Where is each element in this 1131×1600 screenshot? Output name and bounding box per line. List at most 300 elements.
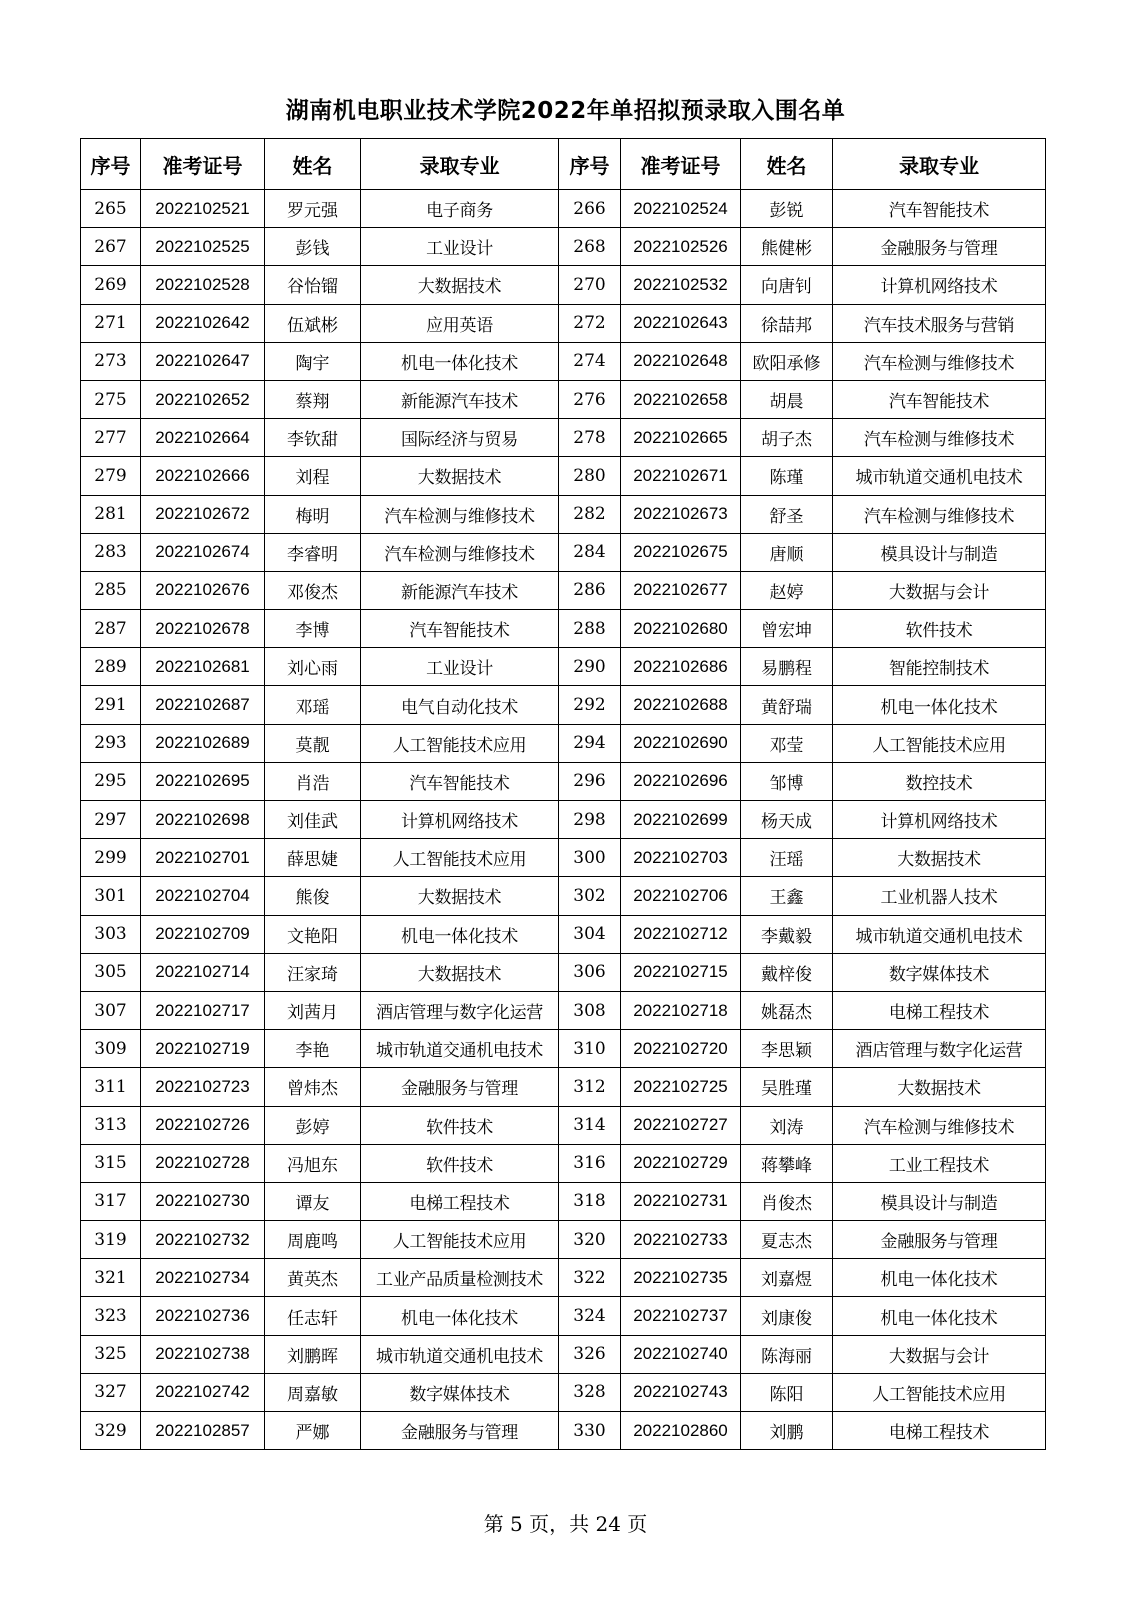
exam-number-cell: 2022102735 — [621, 1259, 741, 1297]
name-cell: 赵婷 — [741, 571, 833, 609]
name-cell: 汪瑶 — [741, 839, 833, 877]
exam-number-cell: 2022102652 — [141, 380, 265, 418]
major-cell: 金融服务与管理 — [361, 1412, 559, 1450]
name-cell: 李艳 — [265, 1030, 361, 1068]
name-cell: 陈海丽 — [741, 1335, 833, 1373]
seq-cell: 318 — [559, 1182, 621, 1220]
name-cell: 李戴毅 — [741, 915, 833, 953]
exam-number-cell: 2022102658 — [621, 380, 741, 418]
table-row — [81, 342, 1046, 380]
major-cell: 国际经济与贸易 — [361, 419, 559, 457]
exam-number-cell: 2022102718 — [621, 991, 741, 1029]
major-cell: 机电一体化技术 — [361, 1297, 559, 1335]
exam-number-cell: 2022102672 — [141, 495, 265, 533]
major-cell: 大数据技术 — [361, 457, 559, 495]
exam-number-cell: 2022102728 — [141, 1144, 265, 1182]
exam-number-cell: 2022102737 — [621, 1297, 741, 1335]
seq-cell: 295 — [81, 762, 141, 800]
name-cell: 熊俊 — [265, 877, 361, 915]
exam-number-cell: 2022102699 — [621, 801, 741, 839]
name-cell: 欧阳承修 — [741, 342, 833, 380]
exam-number-cell: 2022102732 — [141, 1221, 265, 1259]
exam-number-cell: 2022102671 — [621, 457, 741, 495]
name-cell: 曾炜杰 — [265, 1068, 361, 1106]
major-cell: 新能源汽车技术 — [361, 571, 559, 609]
seq-cell: 290 — [559, 648, 621, 686]
name-cell: 罗元强 — [265, 190, 361, 228]
seq-cell: 274 — [559, 342, 621, 380]
name-cell: 伍斌彬 — [265, 304, 361, 342]
exam-number-cell: 2022102528 — [141, 266, 265, 304]
major-cell: 汽车检测与维修技术 — [833, 342, 1046, 380]
header-exam-number: 准考证号 — [621, 139, 741, 190]
table-row — [81, 190, 1046, 228]
major-cell: 金融服务与管理 — [833, 228, 1046, 266]
exam-number-cell: 2022102695 — [141, 762, 265, 800]
exam-number-cell: 2022102673 — [621, 495, 741, 533]
table-row — [81, 1259, 1046, 1297]
name-cell: 刘茜月 — [265, 991, 361, 1029]
exam-number-cell: 2022102689 — [141, 724, 265, 762]
exam-number-cell: 2022102521 — [141, 190, 265, 228]
header-seq: 序号 — [81, 139, 141, 190]
table-row — [81, 1144, 1046, 1182]
seq-cell: 294 — [559, 724, 621, 762]
name-cell: 陈瑾 — [741, 457, 833, 495]
exam-number-cell: 2022102730 — [141, 1182, 265, 1220]
major-cell: 工业机器人技术 — [833, 877, 1046, 915]
name-cell: 刘鹏 — [741, 1412, 833, 1450]
major-cell: 电气自动化技术 — [361, 686, 559, 724]
table-row — [81, 266, 1046, 304]
name-cell: 李思颖 — [741, 1030, 833, 1068]
name-cell: 汪家琦 — [265, 953, 361, 991]
exam-number-cell: 2022102676 — [141, 571, 265, 609]
exam-number-cell: 2022102701 — [141, 839, 265, 877]
seq-cell: 304 — [559, 915, 621, 953]
exam-number-cell: 2022102648 — [621, 342, 741, 380]
seq-cell: 302 — [559, 877, 621, 915]
exam-number-cell: 2022102524 — [621, 190, 741, 228]
major-cell: 大数据技术 — [833, 839, 1046, 877]
name-cell: 戴梓俊 — [741, 953, 833, 991]
admission-table — [80, 138, 1046, 1450]
exam-number-cell: 2022102675 — [621, 533, 741, 571]
name-cell: 舒圣 — [741, 495, 833, 533]
header-name: 姓名 — [265, 139, 361, 190]
seq-cell: 312 — [559, 1068, 621, 1106]
name-cell: 邓莹 — [741, 724, 833, 762]
major-cell: 人工智能技术应用 — [833, 1373, 1046, 1411]
seq-cell: 284 — [559, 533, 621, 571]
table-row — [81, 571, 1046, 609]
major-cell: 机电一体化技术 — [361, 915, 559, 953]
seq-cell: 266 — [559, 190, 621, 228]
name-cell: 彭锐 — [741, 190, 833, 228]
name-cell: 刘程 — [265, 457, 361, 495]
exam-number-cell: 2022102720 — [621, 1030, 741, 1068]
seq-cell: 272 — [559, 304, 621, 342]
name-cell: 胡子杰 — [741, 419, 833, 457]
exam-number-cell: 2022102525 — [141, 228, 265, 266]
exam-number-cell: 2022102738 — [141, 1335, 265, 1373]
major-cell: 工业产品质量检测技术 — [361, 1259, 559, 1297]
name-cell: 邓瑶 — [265, 686, 361, 724]
seq-cell: 315 — [81, 1144, 141, 1182]
seq-cell: 267 — [81, 228, 141, 266]
major-cell: 机电一体化技术 — [361, 342, 559, 380]
name-cell: 李钦甜 — [265, 419, 361, 457]
seq-cell: 273 — [81, 342, 141, 380]
name-cell: 周鹿鸣 — [265, 1221, 361, 1259]
major-cell: 汽车检测与维修技术 — [361, 495, 559, 533]
major-cell: 大数据与会计 — [833, 571, 1046, 609]
table-row — [81, 1030, 1046, 1068]
seq-cell: 325 — [81, 1335, 141, 1373]
exam-number-cell: 2022102719 — [141, 1030, 265, 1068]
seq-cell: 320 — [559, 1221, 621, 1259]
header-exam-number: 准考证号 — [141, 139, 265, 190]
exam-number-cell: 2022102704 — [141, 877, 265, 915]
seq-cell: 286 — [559, 571, 621, 609]
seq-cell: 300 — [559, 839, 621, 877]
exam-number-cell: 2022102687 — [141, 686, 265, 724]
major-cell: 大数据技术 — [361, 877, 559, 915]
table-row — [81, 1297, 1046, 1335]
name-cell: 谷怡镏 — [265, 266, 361, 304]
name-cell: 薛思婕 — [265, 839, 361, 877]
name-cell: 徐喆邦 — [741, 304, 833, 342]
exam-number-cell: 2022102526 — [621, 228, 741, 266]
name-cell: 刘涛 — [741, 1106, 833, 1144]
major-cell: 人工智能技术应用 — [833, 724, 1046, 762]
seq-cell: 279 — [81, 457, 141, 495]
major-cell: 城市轨道交通机电技术 — [833, 457, 1046, 495]
seq-cell: 271 — [81, 304, 141, 342]
name-cell: 冯旭东 — [265, 1144, 361, 1182]
name-cell: 肖浩 — [265, 762, 361, 800]
exam-number-cell: 2022102736 — [141, 1297, 265, 1335]
table-row — [81, 648, 1046, 686]
exam-number-cell: 2022102698 — [141, 801, 265, 839]
seq-cell: 296 — [559, 762, 621, 800]
seq-cell: 322 — [559, 1259, 621, 1297]
exam-number-cell: 2022102712 — [621, 915, 741, 953]
seq-cell: 319 — [81, 1221, 141, 1259]
seq-cell: 310 — [559, 1030, 621, 1068]
seq-cell: 307 — [81, 991, 141, 1029]
name-cell: 曾宏坤 — [741, 610, 833, 648]
exam-number-cell: 2022102674 — [141, 533, 265, 571]
seq-cell: 298 — [559, 801, 621, 839]
name-cell: 姚磊杰 — [741, 991, 833, 1029]
major-cell: 机电一体化技术 — [833, 686, 1046, 724]
table-row — [81, 457, 1046, 495]
header-seq: 序号 — [559, 139, 621, 190]
major-cell: 大数据技术 — [833, 1068, 1046, 1106]
seq-cell: 291 — [81, 686, 141, 724]
exam-number-cell: 2022102647 — [141, 342, 265, 380]
major-cell: 人工智能技术应用 — [361, 724, 559, 762]
table-row — [81, 877, 1046, 915]
major-cell: 电梯工程技术 — [361, 1182, 559, 1220]
seq-cell: 309 — [81, 1030, 141, 1068]
name-cell: 易鹏程 — [741, 648, 833, 686]
exam-number-cell: 2022102727 — [621, 1106, 741, 1144]
seq-cell: 316 — [559, 1144, 621, 1182]
name-cell: 周嘉敏 — [265, 1373, 361, 1411]
name-cell: 文艳阳 — [265, 915, 361, 953]
major-cell: 软件技术 — [361, 1106, 559, 1144]
name-cell: 严娜 — [265, 1412, 361, 1450]
seq-cell: 327 — [81, 1373, 141, 1411]
table-row — [81, 953, 1046, 991]
table-row — [81, 991, 1046, 1029]
name-cell: 胡晨 — [741, 380, 833, 418]
header-name: 姓名 — [741, 139, 833, 190]
major-cell: 汽车智能技术 — [361, 762, 559, 800]
name-cell: 向唐钊 — [741, 266, 833, 304]
table-row — [81, 724, 1046, 762]
seq-cell: 317 — [81, 1182, 141, 1220]
major-cell: 机电一体化技术 — [833, 1259, 1046, 1297]
name-cell: 邓俊杰 — [265, 571, 361, 609]
seq-cell: 265 — [81, 190, 141, 228]
seq-cell: 308 — [559, 991, 621, 1029]
name-cell: 谭友 — [265, 1182, 361, 1220]
table-row — [81, 1182, 1046, 1220]
seq-cell: 281 — [81, 495, 141, 533]
header-major: 录取专业 — [833, 139, 1046, 190]
name-cell: 李睿明 — [265, 533, 361, 571]
major-cell: 工业设计 — [361, 648, 559, 686]
seq-cell: 276 — [559, 380, 621, 418]
table-body — [81, 190, 1046, 1450]
seq-cell: 292 — [559, 686, 621, 724]
seq-cell: 289 — [81, 648, 141, 686]
name-cell: 唐顺 — [741, 533, 833, 571]
seq-cell: 324 — [559, 1297, 621, 1335]
name-cell: 邹博 — [741, 762, 833, 800]
seq-cell: 321 — [81, 1259, 141, 1297]
exam-number-cell: 2022102666 — [141, 457, 265, 495]
seq-cell: 314 — [559, 1106, 621, 1144]
major-cell: 软件技术 — [361, 1144, 559, 1182]
seq-cell: 280 — [559, 457, 621, 495]
seq-cell: 305 — [81, 953, 141, 991]
seq-cell: 270 — [559, 266, 621, 304]
table-row — [81, 686, 1046, 724]
name-cell: 彭钱 — [265, 228, 361, 266]
seq-cell: 328 — [559, 1373, 621, 1411]
table-row — [81, 1412, 1046, 1450]
name-cell: 梅明 — [265, 495, 361, 533]
seq-cell: 278 — [559, 419, 621, 457]
exam-number-cell: 2022102857 — [141, 1412, 265, 1450]
exam-number-cell: 2022102686 — [621, 648, 741, 686]
table-row — [81, 1106, 1046, 1144]
major-cell: 软件技术 — [833, 610, 1046, 648]
name-cell: 夏志杰 — [741, 1221, 833, 1259]
major-cell: 大数据技术 — [361, 266, 559, 304]
name-cell: 莫靓 — [265, 724, 361, 762]
name-cell: 刘鹏晖 — [265, 1335, 361, 1373]
major-cell: 数控技术 — [833, 762, 1046, 800]
table-row — [81, 533, 1046, 571]
exam-number-cell: 2022102723 — [141, 1068, 265, 1106]
seq-cell: 277 — [81, 419, 141, 457]
seq-cell: 303 — [81, 915, 141, 953]
exam-number-cell: 2022102743 — [621, 1373, 741, 1411]
exam-number-cell: 2022102726 — [141, 1106, 265, 1144]
major-cell: 应用英语 — [361, 304, 559, 342]
major-cell: 汽车检测与维修技术 — [833, 419, 1046, 457]
exam-number-cell: 2022102680 — [621, 610, 741, 648]
table-row — [81, 762, 1046, 800]
page-title: 湖南机电职业技术学院2022年单招拟预录取入围名单 — [285, 98, 846, 124]
table-row — [81, 419, 1046, 457]
major-cell: 大数据技术 — [361, 953, 559, 991]
seq-cell: 299 — [81, 839, 141, 877]
exam-number-cell: 2022102740 — [621, 1335, 741, 1373]
name-cell: 刘心雨 — [265, 648, 361, 686]
major-cell: 计算机网络技术 — [361, 801, 559, 839]
table-row — [81, 915, 1046, 953]
header-major: 录取专业 — [361, 139, 559, 190]
name-cell: 王鑫 — [741, 877, 833, 915]
exam-number-cell: 2022102532 — [621, 266, 741, 304]
table-row — [81, 1221, 1046, 1259]
major-cell: 工业设计 — [361, 228, 559, 266]
exam-number-cell: 2022102729 — [621, 1144, 741, 1182]
exam-number-cell: 2022102696 — [621, 762, 741, 800]
major-cell: 新能源汽车技术 — [361, 380, 559, 418]
major-cell: 计算机网络技术 — [833, 266, 1046, 304]
name-cell: 李博 — [265, 610, 361, 648]
exam-number-cell: 2022102703 — [621, 839, 741, 877]
major-cell: 机电一体化技术 — [833, 1297, 1046, 1335]
major-cell: 智能控制技术 — [833, 648, 1046, 686]
exam-number-cell: 2022102664 — [141, 419, 265, 457]
seq-cell: 297 — [81, 801, 141, 839]
seq-cell: 275 — [81, 380, 141, 418]
exam-number-cell: 2022102681 — [141, 648, 265, 686]
major-cell: 电子商务 — [361, 190, 559, 228]
major-cell: 城市轨道交通机电技术 — [833, 915, 1046, 953]
name-cell: 彭婷 — [265, 1106, 361, 1144]
seq-cell: 311 — [81, 1068, 141, 1106]
name-cell: 肖俊杰 — [741, 1182, 833, 1220]
exam-number-cell: 2022102717 — [141, 991, 265, 1029]
table-row — [81, 1373, 1046, 1411]
major-cell: 大数据与会计 — [833, 1335, 1046, 1373]
name-cell: 吴胜瑾 — [741, 1068, 833, 1106]
seq-cell: 268 — [559, 228, 621, 266]
major-cell: 模具设计与制造 — [833, 533, 1046, 571]
major-cell: 模具设计与制造 — [833, 1182, 1046, 1220]
name-cell: 黄舒瑞 — [741, 686, 833, 724]
seq-cell: 301 — [81, 877, 141, 915]
exam-number-cell: 2022102642 — [141, 304, 265, 342]
table-row — [81, 839, 1046, 877]
seq-cell: 283 — [81, 533, 141, 571]
major-cell: 汽车技术服务与营销 — [833, 304, 1046, 342]
exam-number-cell: 2022102742 — [141, 1373, 265, 1411]
major-cell: 金融服务与管理 — [833, 1221, 1046, 1259]
table-row — [81, 1068, 1046, 1106]
major-cell: 汽车检测与维修技术 — [833, 1106, 1046, 1144]
major-cell: 城市轨道交通机电技术 — [361, 1030, 559, 1068]
major-cell: 数字媒体技术 — [833, 953, 1046, 991]
seq-cell: 288 — [559, 610, 621, 648]
name-cell: 刘佳武 — [265, 801, 361, 839]
major-cell: 数字媒体技术 — [361, 1373, 559, 1411]
seq-cell: 329 — [81, 1412, 141, 1450]
major-cell: 电梯工程技术 — [833, 991, 1046, 1029]
table-header-row — [81, 139, 1046, 190]
table-row — [81, 228, 1046, 266]
exam-number-cell: 2022102677 — [621, 571, 741, 609]
name-cell: 熊健彬 — [741, 228, 833, 266]
name-cell: 刘康俊 — [741, 1297, 833, 1335]
exam-number-cell: 2022102665 — [621, 419, 741, 457]
name-cell: 蔡翔 — [265, 380, 361, 418]
seq-cell: 326 — [559, 1335, 621, 1373]
major-cell: 汽车检测与维修技术 — [833, 495, 1046, 533]
major-cell: 汽车智能技术 — [361, 610, 559, 648]
major-cell: 金融服务与管理 — [361, 1068, 559, 1106]
seq-cell: 285 — [81, 571, 141, 609]
exam-number-cell: 2022102678 — [141, 610, 265, 648]
name-cell: 刘嘉煜 — [741, 1259, 833, 1297]
exam-number-cell: 2022102725 — [621, 1068, 741, 1106]
major-cell: 电梯工程技术 — [833, 1412, 1046, 1450]
exam-number-cell: 2022102690 — [621, 724, 741, 762]
major-cell: 酒店管理与数字化运营 — [361, 991, 559, 1029]
seq-cell: 293 — [81, 724, 141, 762]
exam-number-cell: 2022102709 — [141, 915, 265, 953]
exam-number-cell: 2022102714 — [141, 953, 265, 991]
page-footer: 第 5 页，共 24 页 — [483, 1512, 648, 1536]
exam-number-cell: 2022102733 — [621, 1221, 741, 1259]
table-row — [81, 495, 1046, 533]
name-cell: 陈阳 — [741, 1373, 833, 1411]
table-row — [81, 801, 1046, 839]
major-cell: 汽车智能技术 — [833, 190, 1046, 228]
major-cell: 酒店管理与数字化运营 — [833, 1030, 1046, 1068]
table-row — [81, 304, 1046, 342]
seq-cell: 269 — [81, 266, 141, 304]
name-cell: 杨天成 — [741, 801, 833, 839]
table-row — [81, 380, 1046, 418]
major-cell: 汽车智能技术 — [833, 380, 1046, 418]
exam-number-cell: 2022102734 — [141, 1259, 265, 1297]
seq-cell: 306 — [559, 953, 621, 991]
name-cell: 任志轩 — [265, 1297, 361, 1335]
seq-cell: 282 — [559, 495, 621, 533]
seq-cell: 330 — [559, 1412, 621, 1450]
major-cell: 人工智能技术应用 — [361, 839, 559, 877]
major-cell: 汽车检测与维修技术 — [361, 533, 559, 571]
exam-number-cell: 2022102688 — [621, 686, 741, 724]
major-cell: 工业工程技术 — [833, 1144, 1046, 1182]
seq-cell: 287 — [81, 610, 141, 648]
exam-number-cell: 2022102706 — [621, 877, 741, 915]
table-row — [81, 610, 1046, 648]
name-cell: 陶宇 — [265, 342, 361, 380]
seq-cell: 313 — [81, 1106, 141, 1144]
table-row — [81, 1335, 1046, 1373]
